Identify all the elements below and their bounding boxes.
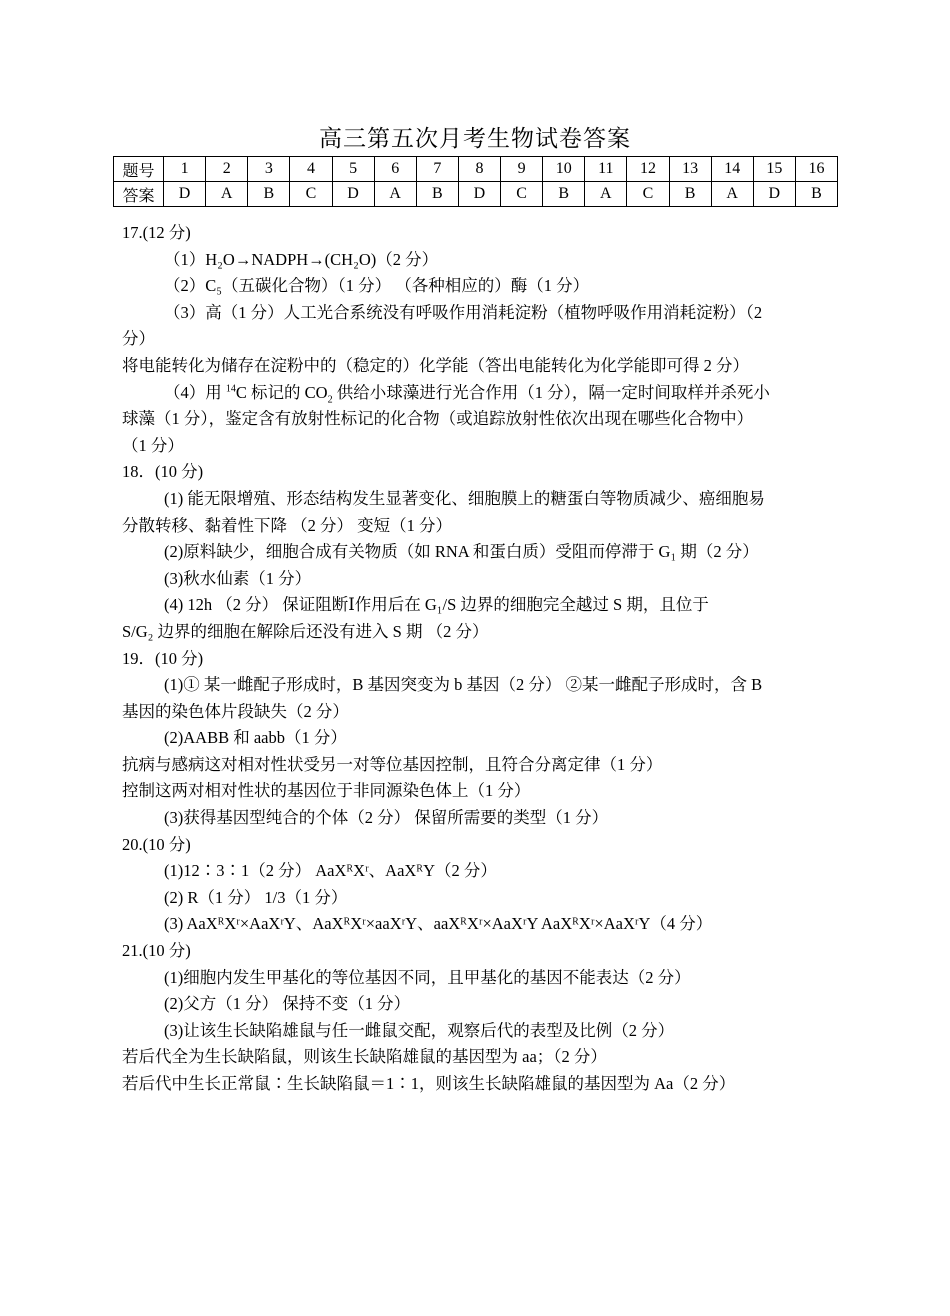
answer-cell: D (753, 182, 795, 207)
q21-part3: (3)让该生长缺陷雄鼠与任一雌鼠交配，观察后代的表型及比例（2 分） (164, 1020, 675, 1040)
question-number: 11 (585, 157, 627, 182)
answer-cell: A (374, 182, 416, 207)
question-number: 15 (753, 157, 795, 182)
question-number: 10 (543, 157, 585, 182)
question-number: 6 (374, 157, 416, 182)
answer-cell: C (290, 182, 332, 207)
q17-part4-prefix: （4）用 (164, 382, 226, 402)
q17-part4-text-b: 供给小球藻进行光合作用（1 分），隔一定时间取样并杀死小 (332, 382, 770, 402)
q18-part4-cont: S/G₂ 边界的细胞在解除后还没有进入 S 期 （2 分） (122, 621, 489, 641)
q18-header: 18．(10 分) (122, 462, 204, 482)
question-number: 2 (206, 157, 248, 182)
answer-row (114, 182, 838, 207)
q19-part2-note1: 抗病与感病这对相对性状受另一对等位基因控制，且符合分离定律（1 分） (122, 754, 663, 774)
question-number: 7 (416, 157, 458, 182)
answer-cell: D (458, 182, 500, 207)
q20-part1: (1)12∶3∶1（2 分） AaXᴿXʳ、AaXᴿY（2 分） (164, 861, 497, 881)
q17-header: 17.(12 分) (122, 223, 191, 242)
q21-part3-case1: 若后代全为生长缺陷鼠，则该生长缺陷雄鼠的基因型为 aa；（2 分） (122, 1047, 607, 1067)
answer-cell: D (332, 182, 374, 207)
question-number: 13 (669, 157, 711, 182)
row-label: 题号 (114, 157, 164, 182)
question-number: 4 (290, 157, 332, 182)
q19-part2: (2)AABB 和 aabb（1 分） (164, 728, 347, 748)
q19-part1-cont: 基因的染色体片段缺失（2 分） (122, 701, 349, 721)
answer-cell: A (711, 182, 753, 207)
q17-part4-cont: 球藻（1 分），鉴定含有放射性标记的化合物（或追踪放射性依次出现在哪些化合物中） (122, 409, 754, 429)
q17-part1: （1）H₂O→NADPH→(CH₂O)（2 分） (164, 249, 439, 269)
q20-part2: (2) R（1 分） 1/3（1 分） (164, 887, 348, 907)
q18-part1: (1) 能无限增殖、形态结构发生显著变化、细胞膜上的糖蛋白等物质减少、癌细胞易 (164, 488, 765, 508)
q20-header: 20.(10 分) (122, 834, 191, 854)
q21-part1: (1)细胞内发生甲基化的等位基因不同，且甲基化的基因不能表达（2 分） (164, 967, 691, 987)
question-number: 12 (627, 157, 669, 182)
row-label: 答案 (114, 182, 164, 207)
question-number: 14 (711, 157, 753, 182)
q19-header: 19．(10 分) (122, 648, 204, 668)
question-number-row (114, 157, 838, 182)
answer-cell: A (585, 182, 627, 207)
q20-part3: (3) AaXᴿXʳ×AaXʳY、AaXᴿXʳ×aaXʳY、aaXᴿXʳ×AaXʳY AaXᴿXʳ×AaXʳY（4 分） (164, 914, 713, 934)
question-number: 9 (501, 157, 543, 182)
answer-cell: B (795, 182, 837, 207)
answer-cell: B (248, 182, 290, 207)
q21-part2: (2)父方（1 分） 保持不变（1 分） (164, 994, 411, 1014)
answer-cell: B (543, 182, 585, 207)
q17-part3-cont: 分） (122, 329, 155, 349)
q17-part4-end: （1 分） (122, 435, 184, 455)
q21-part3-case2: 若后代中生长正常鼠∶生长缺陷鼠＝1∶1，则该生长缺陷雄鼠的基因型为 Aa（2 分） (122, 1074, 736, 1093)
answer-cell: A (206, 182, 248, 207)
question-number: 5 (332, 157, 374, 182)
q19-part2-note2: 控制这两对相对性状的基因位于非同源染色体上（1 分） (122, 781, 531, 801)
q21-header: 21.(10 分) (122, 941, 191, 961)
q19-part3: (3)获得基因型纯合的个体（2 分） 保留所需要的类型（1 分） (164, 808, 609, 828)
q17-part4-text-a: C 标记的 CO (235, 382, 328, 402)
answer-cell: B (669, 182, 711, 207)
answer-cell: C (627, 182, 669, 207)
answer-cell: C (501, 182, 543, 207)
q18-part1-cont: 分散转移、黏着性下降 （2 分） 变短（1 分） (122, 515, 452, 535)
answer-table (113, 156, 838, 207)
q19-part1: (1)① 某一雌配子形成时，B 基因突变为 b 基因（2 分） ②某一雌配子形成时，含 B (164, 675, 763, 695)
co2-subscript: 2 (327, 393, 333, 405)
question-number: 8 (458, 157, 500, 182)
q18-part2: (2)原料缺少，细胞合成有关物质（如 RNA 和蛋白质）受阻而停滞于 G₁ 期（2 分） (164, 542, 759, 562)
q18-part4: (4) 12h （2 分） 保证阻断Ⅰ作用后在 G₁/S 边界的细胞完全越过 S 期，且位于 (164, 595, 709, 615)
q17-part4 (122, 380, 832, 407)
q17-part2: （2）C₅（五碳化合物）（1 分） （各种相应的）酶（1 分） (164, 276, 590, 296)
question-number: 3 (248, 157, 290, 182)
page-title: 高三第五次月考生物试卷答案 (319, 126, 631, 152)
q17-part3-note: 将电能转化为储存在淀粉中的（稳定的）化学能（答出电能转化为化学能即可得 2 分） (122, 355, 749, 375)
answer-body (122, 220, 832, 1098)
answer-cell: D (164, 182, 206, 207)
q17-part3: （3）高（1 分）人工光合系统没有呼吸作用消耗淀粉（植物呼吸作用消耗淀粉）（2 (164, 302, 763, 322)
question-number: 1 (164, 157, 206, 182)
question-number: 16 (795, 157, 837, 182)
isotope-mass-number: 14 (225, 383, 236, 395)
answer-cell: B (416, 182, 458, 207)
q18-part3: (3)秋水仙素（1 分） (164, 568, 312, 588)
